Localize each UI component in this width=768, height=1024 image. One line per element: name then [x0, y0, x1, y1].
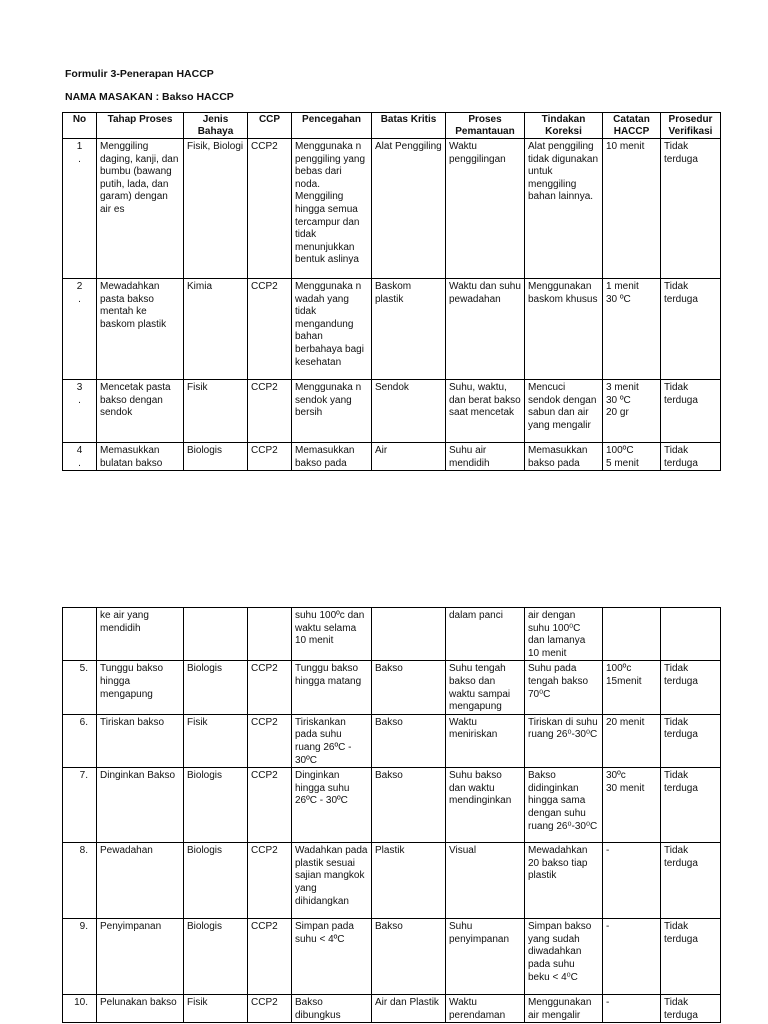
no-cell: 5.: [63, 661, 97, 714]
document-title: Formulir 3-Penerapan HACCP: [65, 68, 214, 80]
table-header-row: [63, 113, 721, 139]
proses-pemantauan-cell: Suhu penyimpanan: [446, 919, 525, 995]
prosedur-verifikasi-cell: [661, 608, 721, 661]
batas-kritis-cell: Baskom plastik: [372, 279, 446, 380]
proses-pemantauan-cell: Waktu dan suhu pewadahan: [446, 279, 525, 380]
ccp-cell: CCP2: [248, 279, 292, 380]
ccp-cell: CCP2: [248, 443, 292, 471]
prosedur-verifikasi-cell: Tidak terduga: [661, 843, 721, 919]
catatan-haccp-cell: 10 menit: [603, 139, 661, 279]
tindakan-koreksi-cell: Suhu pada tengah bakso 70⁰C: [525, 661, 603, 714]
prosedur-verifikasi-cell: Tidak terduga: [661, 995, 721, 1023]
tahap-proses-cell: Menggiling daging, kanji, dan bumbu (bawang putih, lada, dan garam) dengan air es: [97, 139, 184, 279]
table-row: [63, 608, 721, 661]
header-jenis-bahaya: Jenis Bahaya: [184, 113, 248, 139]
pencegahan-cell: Bakso dibungkus: [292, 995, 372, 1023]
table-row: [63, 768, 721, 843]
no-cell: [63, 608, 97, 661]
tindakan-koreksi-cell: Menggunakan air mengalir: [525, 995, 603, 1023]
tahap-proses-cell: Tunggu bakso hingga mengapung: [97, 661, 184, 714]
batas-kritis-cell: [372, 608, 446, 661]
tindakan-koreksi-cell: Bakso didinginkan hingga sama dengan suhu ruang 26⁰-30⁰C: [525, 768, 603, 843]
batas-kritis-cell: Plastik: [372, 843, 446, 919]
pencegahan-cell: Menggunaka n sendok yang bersih: [292, 380, 372, 443]
proses-pemantauan-cell: Waktu perendaman: [446, 995, 525, 1023]
jenis-bahaya-cell: Fisik: [184, 714, 248, 767]
catatan-haccp-cell: 20 menit: [603, 714, 661, 767]
ccp-cell: CCP2: [248, 714, 292, 767]
ccp-cell: CCP2: [248, 768, 292, 843]
no-cell: 6.: [63, 714, 97, 767]
tindakan-koreksi-cell: Memasukkan bakso pada: [525, 443, 603, 471]
catatan-haccp-cell: 3 menit 30 ºC 20 gr: [603, 380, 661, 443]
ccp-cell: CCP2: [248, 995, 292, 1023]
proses-pemantauan-cell: dalam panci: [446, 608, 525, 661]
header-batas-kritis: Batas Kritis: [372, 113, 446, 139]
no-cell: 3 .: [63, 380, 97, 443]
jenis-bahaya-cell: Fisik, Biologi: [184, 139, 248, 279]
jenis-bahaya-cell: [184, 608, 248, 661]
batas-kritis-cell: Alat Penggiling: [372, 139, 446, 279]
batas-kritis-cell: Air dan Plastik: [372, 995, 446, 1023]
jenis-bahaya-cell: Biologis: [184, 919, 248, 995]
batas-kritis-cell: Air: [372, 443, 446, 471]
pencegahan-cell: Tiriskankan pada suhu ruang 26ºC - 30ºC: [292, 714, 372, 767]
tindakan-koreksi-cell: Menggunakan baskom khusus: [525, 279, 603, 380]
proses-pemantauan-cell: Visual: [446, 843, 525, 919]
tahap-proses-cell: Pewadahan: [97, 843, 184, 919]
table-row: [63, 380, 721, 443]
jenis-bahaya-cell: Fisik: [184, 380, 248, 443]
catatan-haccp-cell: 1 menit 30 ºC: [603, 279, 661, 380]
haccp-table-part-1: [62, 112, 721, 471]
table-row: [63, 661, 721, 714]
pencegahan-cell: Menggunaka n wadah yang tidak mengandung bahan berbahaya bagi kesehatan: [292, 279, 372, 380]
tahap-proses-cell: Mewadahkan pasta bakso mentah ke baskom plastik: [97, 279, 184, 380]
ccp-cell: CCP2: [248, 919, 292, 995]
prosedur-verifikasi-cell: Tidak terduga: [661, 919, 721, 995]
prosedur-verifikasi-cell: Tidak terduga: [661, 139, 721, 279]
catatan-haccp-cell: 30ºc 30 menit: [603, 768, 661, 843]
pencegahan-cell: suhu 100ºc dan waktu selama 10 menit: [292, 608, 372, 661]
tindakan-koreksi-cell: Mencuci sendok dengan sabun dan air yang mengalir: [525, 380, 603, 443]
tahap-proses-cell: Penyimpanan: [97, 919, 184, 995]
table-row: [63, 995, 721, 1023]
table-row: [63, 139, 721, 279]
ccp-cell: CCP2: [248, 380, 292, 443]
prosedur-verifikasi-cell: Tidak terduga: [661, 380, 721, 443]
catatan-haccp-cell: -: [603, 995, 661, 1023]
catatan-haccp-cell: -: [603, 843, 661, 919]
ccp-cell: [248, 608, 292, 661]
jenis-bahaya-cell: Biologis: [184, 768, 248, 843]
catatan-haccp-cell: -: [603, 919, 661, 995]
header-catatan-haccp: Catatan HACCP: [603, 113, 661, 139]
proses-pemantauan-cell: Suhu, waktu, dan berat bakso saat mencetak: [446, 380, 525, 443]
jenis-bahaya-cell: Kimia: [184, 279, 248, 380]
jenis-bahaya-cell: Biologis: [184, 843, 248, 919]
pencegahan-cell: Memasukkan bakso pada: [292, 443, 372, 471]
jenis-bahaya-cell: Biologis: [184, 443, 248, 471]
no-cell: 8.: [63, 843, 97, 919]
tahap-proses-cell: Memasukkan bulatan bakso: [97, 443, 184, 471]
batas-kritis-cell: Bakso: [372, 714, 446, 767]
ccp-cell: CCP2: [248, 661, 292, 714]
proses-pemantauan-cell: Suhu bakso dan waktu mendinginkan: [446, 768, 525, 843]
jenis-bahaya-cell: Biologis: [184, 661, 248, 714]
jenis-bahaya-cell: Fisik: [184, 995, 248, 1023]
table-row: [63, 919, 721, 995]
pencegahan-cell: Dinginkan hingga suhu 26ºC - 30ºC: [292, 768, 372, 843]
pencegahan-cell: Tunggu bakso hingga matang: [292, 661, 372, 714]
catatan-haccp-cell: [603, 608, 661, 661]
no-cell: 1 .: [63, 139, 97, 279]
catatan-haccp-cell: 100ºc 15menit: [603, 661, 661, 714]
tahap-proses-cell: ke air yang mendidih: [97, 608, 184, 661]
prosedur-verifikasi-cell: Tidak terduga: [661, 443, 721, 471]
catatan-haccp-cell: 100ºC 5 menit: [603, 443, 661, 471]
ccp-cell: CCP2: [248, 843, 292, 919]
table-row: [63, 843, 721, 919]
ccp-cell: CCP2: [248, 139, 292, 279]
tahap-proses-cell: Dinginkan Bakso: [97, 768, 184, 843]
header-tindakan-koreksi: Tindakan Koreksi: [525, 113, 603, 139]
tindakan-koreksi-cell: Tiriskan di suhu ruang 26⁰-30⁰C: [525, 714, 603, 767]
proses-pemantauan-cell: Waktu meniriskan: [446, 714, 525, 767]
tindakan-koreksi-cell: air dengan suhu 100⁰C dan lamanya 10 menit: [525, 608, 603, 661]
tahap-proses-cell: Mencetak pasta bakso dengan sendok: [97, 380, 184, 443]
prosedur-verifikasi-cell: Tidak terduga: [661, 714, 721, 767]
pencegahan-cell: Simpan pada suhu < 4ºC: [292, 919, 372, 995]
prosedur-verifikasi-cell: Tidak terduga: [661, 768, 721, 843]
prosedur-verifikasi-cell: Tidak terduga: [661, 661, 721, 714]
prosedur-verifikasi-cell: Tidak terduga: [661, 279, 721, 380]
table-row: [63, 714, 721, 767]
header-tahap-proses: Tahap Proses: [97, 113, 184, 139]
tahap-proses-cell: Pelunakan bakso: [97, 995, 184, 1023]
header-ccp: CCP: [248, 113, 292, 139]
batas-kritis-cell: Bakso: [372, 661, 446, 714]
batas-kritis-cell: Bakso: [372, 919, 446, 995]
batas-kritis-cell: Sendok: [372, 380, 446, 443]
haccp-table-part-2: [62, 607, 721, 1023]
pencegahan-cell: Menggunaka n penggiling yang bebas dari noda. Menggiling hingga semua tercampur dan tidak menunjukkan bentuk aslinya: [292, 139, 372, 279]
no-cell: 2 .: [63, 279, 97, 380]
dish-name-heading: NAMA MASAKAN : Bakso HACCP: [65, 91, 234, 103]
no-cell: 7.: [63, 768, 97, 843]
proses-pemantauan-cell: Suhu air mendidih: [446, 443, 525, 471]
tindakan-koreksi-cell: Alat penggiling tidak digunakan untuk menggiling bahan lainnya.: [525, 139, 603, 279]
header-pencegahan: Pencegahan: [292, 113, 372, 139]
batas-kritis-cell: Bakso: [372, 768, 446, 843]
no-cell: 4 .: [63, 443, 97, 471]
table-row: [63, 443, 721, 471]
tindakan-koreksi-cell: Mewadahkan 20 bakso tiap plastik: [525, 843, 603, 919]
header-no: No: [63, 113, 97, 139]
header-prosedur-verifikasi: Prosedur Verifikasi: [661, 113, 721, 139]
pencegahan-cell: Wadahkan pada plastik sesuai sajian mangkok yang dihidangkan: [292, 843, 372, 919]
proses-pemantauan-cell: Suhu tengah bakso dan waktu sampai mengapung: [446, 661, 525, 714]
proses-pemantauan-cell: Waktu penggilingan: [446, 139, 525, 279]
no-cell: 9.: [63, 919, 97, 995]
table-row: [63, 279, 721, 380]
tindakan-koreksi-cell: Simpan bakso yang sudah diwadahkan pada suhu beku < 4⁰C: [525, 919, 603, 995]
tahap-proses-cell: Tiriskan bakso: [97, 714, 184, 767]
header-proses-pemantauan: Proses Pemantauan: [446, 113, 525, 139]
no-cell: 10.: [63, 995, 97, 1023]
